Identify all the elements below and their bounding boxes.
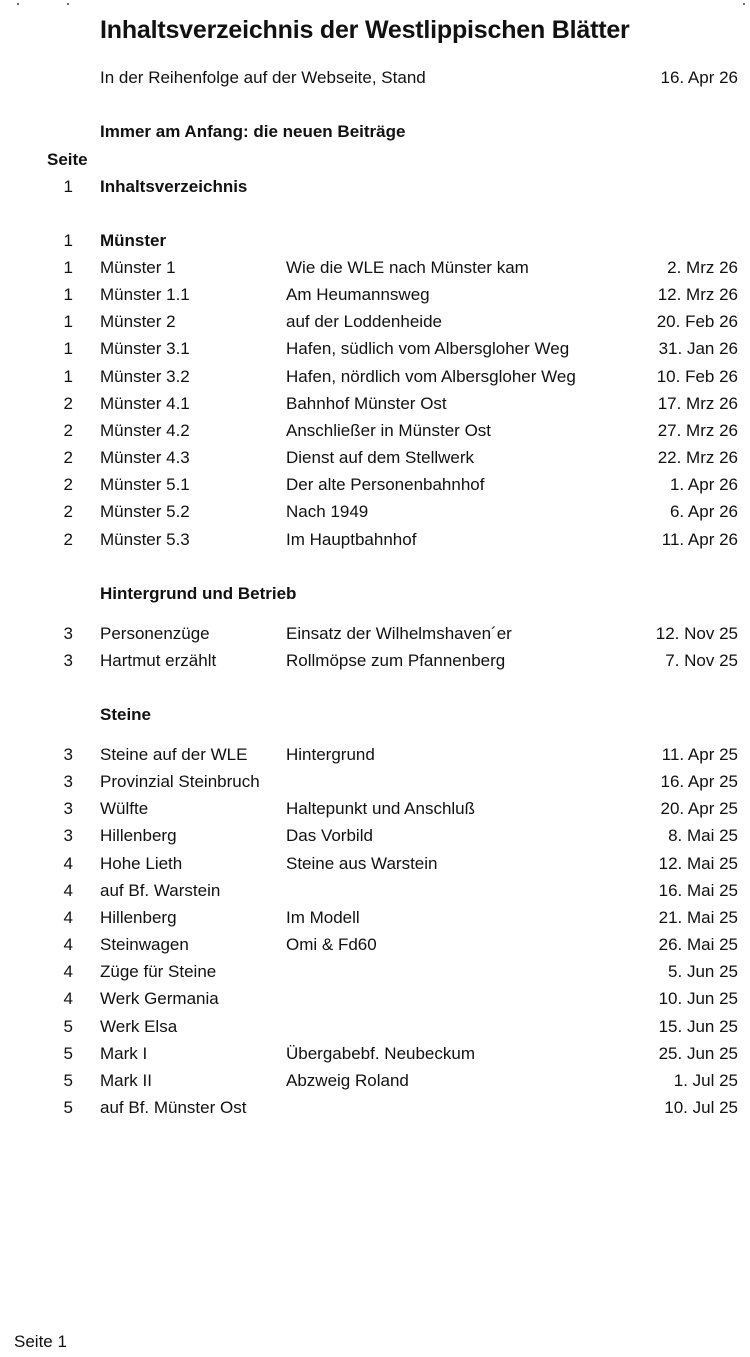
entry-date: 27. Mrz 26 (657, 420, 738, 440)
entry-page: 2 (63, 502, 73, 522)
entry-page: 2 (63, 475, 73, 495)
list-item (0, 647, 750, 674)
entry-date: 2. Mrz 26 (667, 258, 738, 277)
entry-description: Das Vorbild (286, 826, 373, 846)
list-item (0, 850, 750, 877)
entry-date: 12. Nov 25 (655, 624, 738, 643)
entry-description: Dienst auf dem Stellwerk (286, 448, 475, 468)
intro-heading: Immer am Anfang: die neuen Beiträge (100, 122, 406, 141)
section-heading-hintergrund (0, 580, 750, 607)
entry-page: 1 (63, 339, 73, 359)
entry-description: Nach 1949 (286, 502, 369, 522)
entry-title: Münster 4.1 (100, 393, 190, 413)
seite-column-label: Seite (47, 150, 88, 169)
entry-date: 1. Apr 26 (669, 475, 738, 495)
section-page: 1 (63, 231, 73, 250)
list-item (0, 308, 750, 335)
entry-description: Abzweig Roland (286, 1070, 409, 1090)
list-item (0, 335, 750, 362)
list-item (0, 444, 750, 471)
entry-title: Münster 5.3 (100, 529, 190, 549)
entry-page: 3 (63, 624, 73, 643)
entry-title: Werk Elsa (100, 1016, 178, 1036)
entry-description: auf der Loddenheide (286, 312, 442, 332)
entry-description: Hafen, nördlich vom Albersgloher Weg (286, 366, 576, 386)
entry-page: 4 (63, 907, 73, 927)
entry-description: Steine aus Warstein (286, 853, 438, 873)
entry-description: Rollmöpse zum Pfannenberg (286, 651, 506, 671)
entry-date: 15. Jun 25 (658, 1016, 738, 1036)
entry-description: Hintergrund (286, 745, 375, 764)
entry-date: 1. Jul 25 (673, 1070, 738, 1090)
entry-title: Münster 4.3 (100, 448, 190, 468)
entry-title: Hillenberg (100, 826, 177, 846)
entry-date: 12. Mai 25 (658, 853, 738, 873)
list-item (0, 795, 750, 822)
entry-description: Im Hauptbahnhof (286, 529, 417, 549)
entry-page: 5 (63, 1097, 73, 1117)
list-item (0, 985, 750, 1012)
entry-title: auf Bf. Münster Ost (100, 1097, 247, 1117)
entry-page: 4 (63, 962, 73, 982)
entry-title: Münster 1.1 (100, 285, 190, 305)
list-item (0, 1040, 750, 1067)
list-item (0, 1013, 750, 1040)
entry-page: 1 (63, 366, 73, 386)
entry-description: Wie die WLE nach Münster kam (286, 258, 529, 277)
list-item (0, 822, 750, 849)
entry-date: 11. Apr 26 (661, 529, 738, 549)
entry-page: 5 (63, 1016, 73, 1036)
list-item (0, 741, 750, 768)
entry-page: 4 (63, 935, 73, 955)
entry-date: 20. Apr 25 (660, 799, 738, 819)
entry-date: 6. Apr 26 (669, 502, 738, 522)
page-title: Inhaltsverzeichnis der Westlippischen Blätter (100, 16, 630, 44)
entry-date: 11. Apr 25 (661, 745, 738, 764)
entry-date: 10. Jun 25 (658, 989, 738, 1009)
entry-page: 2 (63, 448, 73, 468)
entry-page: 1 (63, 177, 73, 196)
entry-title: Personenzüge (100, 624, 210, 643)
corner-mark (67, 3, 69, 5)
list-item (0, 904, 750, 931)
toc-entry-label: Inhaltsverzeichnis (100, 177, 248, 196)
entry-page: 3 (63, 799, 73, 819)
entry-title: Münster 4.2 (100, 420, 190, 440)
entry-title: Münster 5.2 (100, 502, 190, 522)
entry-page: 1 (63, 258, 73, 277)
entry-page: 2 (63, 420, 73, 440)
entry-page: 3 (63, 651, 73, 671)
list-item (0, 877, 750, 904)
list-item (0, 526, 750, 553)
section-heading-steine (0, 701, 750, 728)
entry-date: 12. Mrz 26 (657, 285, 738, 305)
subtitle: In der Reihenfolge auf der Webseite, Stand (100, 68, 426, 87)
entry-date: 26. Mai 25 (658, 935, 738, 955)
entry-page: 2 (63, 529, 73, 549)
entry-title: Wülfte (100, 799, 149, 819)
entry-page: 3 (63, 745, 73, 764)
entry-description: Hafen, südlich vom Albersgloher Weg (286, 339, 570, 359)
corner-mark (743, 3, 745, 5)
entry-page: 4 (63, 880, 73, 900)
entry-title: Mark II (100, 1070, 152, 1090)
entry-date: 17. Mrz 26 (657, 393, 738, 413)
entry-page: 3 (63, 772, 73, 792)
entry-title: Provinzial Steinbruch (100, 772, 260, 792)
entry-description: Anschließer in Münster Ost (286, 420, 492, 440)
entry-title: Züge für Steine (100, 962, 217, 982)
list-item (0, 1067, 750, 1094)
section-heading-muenster (0, 227, 750, 254)
entry-page: 4 (63, 853, 73, 873)
entry-description: Einsatz der Wilhelmshaven´er (286, 624, 512, 643)
page-footer: Seite 1 (14, 1332, 67, 1351)
entry-page: 1 (63, 285, 73, 305)
list-item (0, 363, 750, 390)
entry-title: Münster 3.2 (100, 366, 190, 386)
entry-title: Münster 5.1 (100, 475, 190, 495)
intro-heading-row (0, 118, 750, 145)
entry-date: 22. Mrz 26 (657, 448, 738, 468)
list-item (0, 471, 750, 498)
entry-date: 8. Mai 25 (668, 826, 738, 846)
entry-description: Im Modell (286, 907, 360, 927)
entry-description: Haltepunkt und Anschluß (286, 799, 476, 819)
entry-page: 5 (63, 1043, 73, 1063)
entry-title: Hillenberg (100, 907, 177, 927)
list-item (0, 958, 750, 985)
entry-title: Münster 1 (100, 258, 176, 277)
entry-page: 2 (63, 393, 73, 413)
section-heading: Hintergrund und Betrieb (100, 584, 297, 603)
toc-entry-row (0, 173, 750, 200)
entry-date: 10. Jul 25 (664, 1097, 738, 1117)
corner-mark (17, 3, 19, 5)
list-item (0, 931, 750, 958)
entry-page: 5 (63, 1070, 73, 1090)
list-item (0, 620, 750, 647)
list-item (0, 417, 750, 444)
entry-title: Mark I (100, 1043, 148, 1063)
entry-date: 21. Mai 25 (658, 907, 738, 927)
entry-title: Hartmut erzählt (100, 651, 217, 671)
entry-description: Bahnhof Münster Ost (286, 393, 447, 413)
list-item (0, 498, 750, 525)
entry-title: Steine auf der WLE (100, 745, 248, 764)
entry-description: Omi & Fd60 (286, 935, 377, 955)
list-item (0, 254, 750, 281)
entry-date: 25. Jun 25 (658, 1043, 738, 1063)
list-item (0, 390, 750, 417)
entry-date: 31. Jan 26 (658, 339, 738, 359)
entry-description: Der alte Personenbahnhof (286, 475, 485, 495)
entry-title: Münster 3.1 (100, 339, 190, 359)
seite-header-row (0, 146, 750, 173)
entry-title: auf Bf. Warstein (100, 880, 221, 900)
entry-description: Am Heumannsweg (286, 285, 430, 305)
entry-title: Steinwagen (100, 935, 189, 955)
entry-date: 7. Nov 25 (665, 651, 738, 671)
section-heading: Steine (100, 705, 152, 724)
entry-date: 16. Apr 25 (660, 772, 738, 792)
entry-date: 5. Jun 25 (668, 962, 738, 982)
entry-date: 20. Feb 26 (656, 312, 738, 332)
section-heading: Münster (100, 231, 167, 250)
entry-title: Münster 2 (100, 312, 176, 332)
list-item (0, 281, 750, 308)
entry-description: Übergabebf. Neubeckum (286, 1043, 476, 1063)
entry-date: 10. Feb 26 (656, 366, 738, 386)
entry-page: 3 (63, 826, 73, 846)
subtitle-row (0, 64, 750, 91)
entry-page: 1 (63, 312, 73, 332)
entry-page: 4 (63, 989, 73, 1009)
entry-date: 16. Mai 25 (658, 880, 738, 900)
entry-title: Hohe Lieth (100, 853, 183, 873)
list-item (0, 768, 750, 795)
stand-date: 16. Apr 26 (660, 68, 738, 87)
entry-title: Werk Germania (100, 989, 219, 1009)
list-item (0, 1094, 750, 1121)
